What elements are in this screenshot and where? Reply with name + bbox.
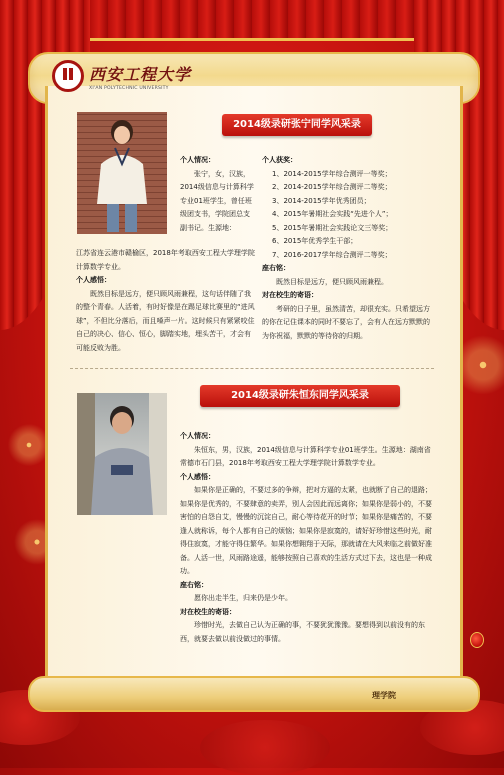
profile2-feeling-text: 如果你是正确的，不要过多的争辩，把对方逼的太紧，也就断了自己的退路；如果你是优秀的，不要肆意的卖弄，别人会因此而远离你；如果你是弱小的，不要害怕的自怨自艾，慢慢的沉淀自己，耐心等待花开的时节；如果你是痛苦的，不要逢人就称诉，每个人都有自己的烦恼；如果你是寂寞的，请好好珍惜这些时光，耐得住寂寞，才能守得住繁华。如果你想翱翔于天际，那就请在大风来临之前做好准备。人活一世，风雨路途遥，能够按照自己喜欢的生活方式过下去，这也是一种成功。 xyxy=(180,486,432,575)
scroll-bottom-roll xyxy=(28,676,480,712)
profile1-feeling-heading: 个人感悟： xyxy=(76,276,111,284)
department-name: 理学院 xyxy=(372,691,396,700)
university-name-english: XI'AN POLYTECHNIC UNIVERSITY xyxy=(89,85,169,91)
profile1-personal-heading: 个人情况： xyxy=(180,156,215,164)
profile2-photo xyxy=(77,393,167,515)
profile1-photo xyxy=(77,112,167,234)
university-emblem-icon xyxy=(52,60,84,92)
award-item: 4、2015年暑期社会实践“先进个人”； xyxy=(272,210,393,218)
profile2-banner: 2014级录研朱恒东同学风采录 xyxy=(200,385,400,407)
university-logo xyxy=(52,60,191,92)
profile2-feeling-heading: 个人感悟： xyxy=(180,472,215,481)
profile1-awards-heading: 个人获奖： xyxy=(262,156,297,164)
profile1-personal-text-cont: 江苏省连云港市赣榆区，2018年考取西安工程大学理学院计算数学专业。 xyxy=(76,249,255,271)
award-item: 2、2014-2015学年综合测评二等奖； xyxy=(272,183,392,191)
profile1-details xyxy=(76,247,256,355)
profile1-message-heading: 对在校生的寄语： xyxy=(262,291,318,299)
profile2-personal-section xyxy=(180,430,434,646)
profile1-banner: 2014级录研张宁同学风采录 xyxy=(222,114,372,136)
profile1-right-column xyxy=(262,154,434,343)
lantern-icon xyxy=(470,632,484,648)
university-name: 西安工程大学 xyxy=(89,64,192,84)
profile1-motto-text: 既然目标是远方，便只顾风雨兼程。 xyxy=(276,277,388,286)
profile1-motto-heading: 座右铭： xyxy=(262,264,290,272)
profile1-feeling-text: 既然目标是远方，便只顾风雨兼程，这句话伴随了我的整个青春。人活着，有时好像是在踢足球比赛里的“进风球”，不但比分落后，而且嗓声一片。这时候只有紧紧咬住自己的决心、信心、恒心，脚踏实地，埋头苦干，才会有可能反败为胜。 xyxy=(76,289,255,352)
profile2-message-text: 珍惜时光，去做自己认为正确的事，不要犹犹豫豫。要想得到以前没有的东西，就要去做以前没做过的事情。 xyxy=(180,621,425,643)
award-item: 7、2016-2017学年综合测评二等奖； xyxy=(272,250,392,259)
profile2-motto-heading: 座右铭： xyxy=(180,580,208,589)
profile1-personal-text: 张宁，女，汉族，2014级信息与计算科学专业01班学生，曾任班级团支书，学院团总支副书记。生源地： xyxy=(180,169,254,232)
cloud-decoration xyxy=(200,720,330,775)
award-item: 1、2014-2015学年综合测评一等奖； xyxy=(272,169,392,178)
profile2-personal-heading: 个人情况： xyxy=(180,432,215,440)
section-divider xyxy=(70,368,434,369)
award-item: 5、2015年暑期社会实践论文三等奖； xyxy=(272,223,393,232)
profile2-motto-text: 愿你出走半生，归来仍是少年。 xyxy=(194,594,292,602)
profile2-personal-text: 朱恒东，男，汉族，2014级信息与计算科学专业01班学生。生源地：湖南省常德市石门县，2018年考取西安工程大学理学院计算数学专业。 xyxy=(180,445,431,467)
award-item: 6、2015年优秀学生干部； xyxy=(272,237,358,245)
award-item: 3、2014-2015学年优秀团员； xyxy=(272,196,371,205)
profile1-message-text: 考研的日子里，虽然清苦，却很充实。只希望远方的你在记住课本的同时不要忘了，会有人在远方默默的为你祝福，默默的等待你的归期。 xyxy=(262,304,430,340)
profile1-personal-section xyxy=(180,154,256,235)
profile2-message-heading: 对在校生的寄语： xyxy=(180,607,236,616)
